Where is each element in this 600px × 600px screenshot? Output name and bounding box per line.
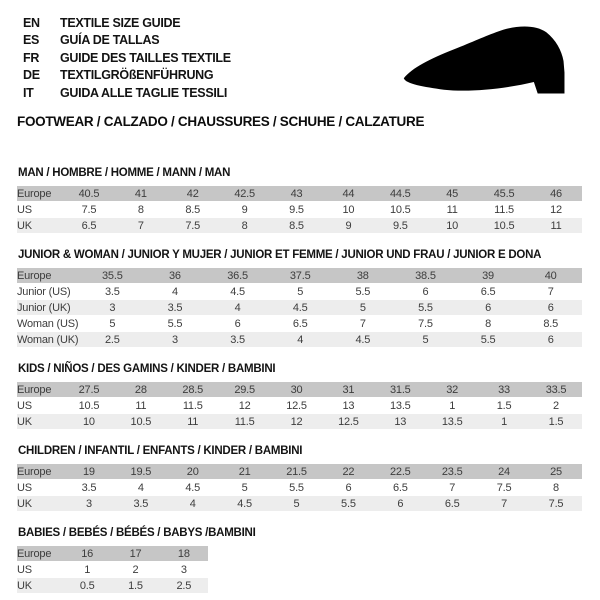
row-label: UK [17, 579, 32, 592]
size-cell: 18 [177, 547, 190, 560]
size-cell: 30 [290, 383, 303, 396]
size-cell: 7 [449, 481, 456, 494]
size-cell: 3.5 [104, 285, 120, 298]
size-cell: 45.5 [493, 187, 515, 200]
size-table-section-children [17, 445, 583, 512]
size-cell: 38 [356, 269, 369, 282]
table-row [17, 480, 582, 496]
size-cell: 1 [449, 399, 456, 412]
row-label: Woman (US) [17, 317, 79, 330]
size-cell: 4 [137, 481, 144, 494]
language-label: TEXTILE SIZE GUIDE [60, 16, 181, 30]
size-cell: 4 [171, 285, 178, 298]
size-cell: 4 [297, 333, 304, 346]
size-cell: 21 [238, 465, 251, 478]
size-cell: 21.5 [286, 465, 307, 478]
size-cell: 11 [135, 399, 147, 412]
row-label: US [17, 203, 32, 216]
size-cell: 33.5 [545, 383, 567, 396]
size-cell: 2.5 [104, 333, 120, 346]
row-label: UK [17, 219, 32, 232]
size-cell: 43 [290, 187, 303, 200]
size-cell: 10 [342, 203, 355, 216]
size-cell: 13 [342, 399, 355, 412]
table-row [17, 464, 582, 480]
size-cell: 2 [132, 563, 139, 576]
size-cell: 11.5 [182, 399, 203, 412]
size-cell: 3 [171, 333, 178, 346]
size-cell: 28.5 [182, 383, 204, 396]
size-cell: 11.5 [494, 203, 514, 216]
size-cell: 7 [137, 219, 144, 232]
size-cell: 8.5 [289, 219, 304, 232]
row-label: Woman (UK) [17, 333, 79, 346]
size-cell: 22 [342, 465, 355, 478]
size-cell: 8 [485, 317, 492, 330]
size-table-section-babies [17, 527, 583, 594]
size-cell: 22.5 [389, 465, 411, 478]
row-label: US [17, 563, 32, 576]
language-code: DE [23, 68, 40, 83]
table-row [17, 332, 582, 348]
size-cell: 10 [83, 415, 95, 428]
size-cell: 44.5 [389, 187, 411, 200]
category-heading: FOOTWEAR / CALZADO / CHAUSSURES / SCHUHE / CALZATURE [17, 114, 425, 130]
size-cell: 31.5 [389, 383, 411, 396]
size-cell: 6.5 [392, 481, 408, 494]
size-cell: 28 [134, 383, 147, 396]
size-cell: 45 [446, 187, 459, 200]
size-cell: 12 [550, 203, 562, 216]
table-row [17, 562, 208, 578]
size-cell: 36.5 [227, 269, 248, 282]
table-row [17, 284, 582, 300]
size-cell: 7.5 [496, 481, 512, 494]
size-cell: 38.5 [415, 269, 436, 282]
size-cell: 46 [550, 187, 562, 200]
size-cell: 5 [297, 285, 304, 298]
size-cell: 16 [81, 547, 94, 560]
size-cell: 8 [241, 219, 248, 232]
size-cell: 7.5 [418, 317, 433, 330]
table-row [17, 414, 582, 430]
size-cell: 2 [553, 399, 559, 412]
size-cell: 33 [498, 383, 510, 396]
table-row [17, 300, 582, 316]
size-cell: 7.5 [81, 203, 97, 216]
size-cell: 11 [187, 415, 199, 428]
size-cell: 6.5 [480, 285, 496, 298]
size-cell: 5.5 [418, 301, 433, 314]
table-row [17, 202, 582, 218]
size-cell: 19 [83, 465, 95, 478]
size-cell: 24 [498, 465, 510, 478]
size-cell: 12 [238, 399, 251, 412]
size-cell: 1.5 [128, 579, 143, 592]
size-cell: 7 [359, 317, 366, 330]
size-cell: 5.5 [480, 333, 496, 346]
size-cell: 37.5 [289, 269, 311, 282]
table-row [17, 398, 582, 414]
language-label: GUIDE DES TAILLES TEXTILE [60, 50, 231, 65]
size-cell: 13.5 [441, 415, 463, 428]
row-label: Europe [17, 547, 52, 560]
size-table-title: BABIES / BEBÉS / BÉBÉS / BABYS /BAMBINI [18, 527, 256, 540]
size-cell: 31 [342, 383, 355, 396]
table-row [17, 382, 582, 398]
size-table-title: MAN / HOMBRE / HOMME / MANN / MAN [18, 167, 231, 180]
table-row [17, 268, 582, 284]
language-code: ES [23, 33, 40, 48]
size-cell: 10.5 [389, 203, 411, 216]
size-cell: 10.5 [78, 399, 100, 412]
size-cell: 23.5 [441, 465, 463, 478]
size-cell: 4 [189, 497, 196, 510]
size-cell: 2.5 [176, 579, 192, 592]
size-cell: 6.5 [81, 219, 97, 232]
size-cell: 41 [134, 187, 147, 200]
size-cell: 9.5 [289, 203, 304, 216]
size-cell: 3.5 [81, 481, 97, 494]
size-cell: 7.5 [548, 497, 564, 510]
size-cell: 40 [544, 269, 557, 282]
size-cell: 6.5 [444, 497, 460, 510]
table-row [17, 218, 582, 234]
size-cell: 42 [186, 187, 199, 200]
size-cell: 6 [547, 333, 554, 346]
size-cell: 17 [129, 547, 142, 560]
size-table-section-man [17, 167, 583, 234]
size-cell: 7.5 [185, 219, 201, 232]
size-cell: 3 [85, 497, 92, 510]
size-cell: 10.5 [130, 415, 152, 428]
size-cell: 20 [186, 465, 199, 478]
size-cell: 25 [550, 465, 562, 478]
size-cell: 0.5 [79, 579, 95, 592]
size-cell: 10.5 [493, 219, 515, 232]
size-cell: 1 [501, 415, 508, 428]
size-cell: 12.5 [338, 415, 359, 428]
size-cell: 4.5 [355, 333, 371, 346]
row-label: Europe [17, 465, 52, 478]
size-table-kids [17, 382, 582, 430]
size-table-title: CHILDREN / INFANTIL / ENFANTS / KINDER / BAMBINI [18, 445, 303, 458]
row-label: Europe [17, 383, 52, 396]
size-cell: 40.5 [78, 187, 100, 200]
size-cell: 11.5 [234, 415, 255, 428]
size-cell: 11 [550, 219, 562, 232]
size-cell: 6 [345, 481, 352, 494]
size-cell: 5.5 [341, 497, 356, 510]
size-table-title: JUNIOR & WOMAN / JUNIOR Y MUJER / JUNIOR ET FEMME / JUNIOR UND FRAU / JUNIOR E DONA [18, 249, 542, 262]
size-table-section-junior-woman [17, 249, 583, 348]
row-label: Europe [17, 269, 52, 282]
size-cell: 3.5 [133, 497, 149, 510]
size-cell: 4.5 [185, 481, 201, 494]
size-cell: 13.5 [389, 399, 411, 412]
row-label: Junior (US) [17, 285, 71, 298]
language-code: IT [23, 85, 34, 100]
size-cell: 12.5 [286, 399, 307, 412]
size-cell: 36 [169, 269, 181, 282]
table-row [17, 546, 208, 562]
size-cell: 1.5 [496, 399, 512, 412]
size-cell: 9 [345, 219, 352, 232]
size-cell: 4.5 [237, 497, 252, 510]
language-code: FR [23, 50, 40, 65]
size-cell: 8 [137, 203, 144, 216]
size-cell: 5 [359, 301, 366, 314]
size-cell: 42.5 [234, 187, 255, 200]
size-cell: 6 [397, 497, 404, 510]
table-row [17, 578, 208, 594]
size-cell: 27.5 [78, 383, 100, 396]
row-label: UK [17, 497, 32, 510]
size-cell: 3 [180, 563, 187, 576]
size-table-title: KIDS / NIÑOS / DES GAMINS / KINDER / BAMBINI [18, 363, 276, 376]
size-cell: 19.5 [130, 465, 152, 478]
size-table-section-kids [17, 363, 583, 430]
size-table-junior-woman [17, 268, 582, 348]
table-row [17, 496, 582, 512]
size-cell: 3.5 [230, 333, 245, 346]
size-cell: 1.5 [548, 415, 564, 428]
row-label: US [17, 481, 32, 494]
size-cell: 5 [422, 333, 429, 346]
size-table-children [17, 464, 582, 512]
size-cell: 5.5 [289, 481, 304, 494]
size-cell: 32 [446, 383, 459, 396]
size-cell: 9.5 [392, 219, 408, 232]
size-cell: 7 [547, 285, 554, 298]
language-code: EN [23, 16, 40, 30]
size-cell: 6 [422, 285, 429, 298]
table-row [17, 186, 582, 202]
size-cell: 44 [342, 187, 355, 200]
size-cell: 6 [485, 301, 492, 314]
size-cell: 8 [553, 481, 559, 494]
size-cell: 5 [109, 317, 116, 330]
table-row [17, 316, 582, 332]
size-cell: 12 [290, 415, 303, 428]
language-label: GUIDA ALLE TAGLIE TESSILI [60, 85, 228, 100]
size-cell: 3.5 [167, 301, 183, 314]
row-label: Junior (UK) [17, 301, 71, 314]
size-cell: 7 [501, 497, 508, 510]
size-cell: 11 [446, 203, 458, 216]
size-cell: 4 [234, 301, 241, 314]
size-table-babies [17, 546, 208, 594]
size-cell: 1 [84, 563, 91, 576]
row-label: UK [17, 415, 32, 428]
size-tables [17, 167, 583, 594]
size-cell: 39 [482, 269, 494, 282]
row-label: US [17, 399, 32, 412]
size-cell: 10 [446, 219, 459, 232]
size-cell: 4.5 [230, 285, 245, 298]
size-cell: 5.5 [355, 285, 371, 298]
size-cell: 4.5 [292, 301, 308, 314]
size-cell: 8.5 [543, 317, 559, 330]
size-cell: 8.5 [185, 203, 201, 216]
language-label: TEXTILGRÖßENFÜHRUNG [60, 68, 214, 83]
size-cell: 29.5 [234, 383, 255, 396]
size-table-man [17, 186, 582, 234]
size-cell: 6 [547, 301, 554, 314]
size-cell: 9 [241, 203, 248, 216]
language-label: GUÍA DE TALLAS [60, 33, 160, 48]
size-cell: 35.5 [102, 269, 123, 282]
row-label: Europe [17, 187, 52, 200]
size-cell: 13 [394, 415, 407, 428]
size-cell: 5.5 [167, 317, 183, 330]
dress-shoe-icon [398, 17, 576, 105]
size-cell: 6.5 [292, 317, 308, 330]
size-cell: 5 [293, 497, 300, 510]
size-cell: 6 [234, 317, 241, 330]
size-cell: 5 [241, 481, 248, 494]
size-cell: 3 [109, 301, 116, 314]
